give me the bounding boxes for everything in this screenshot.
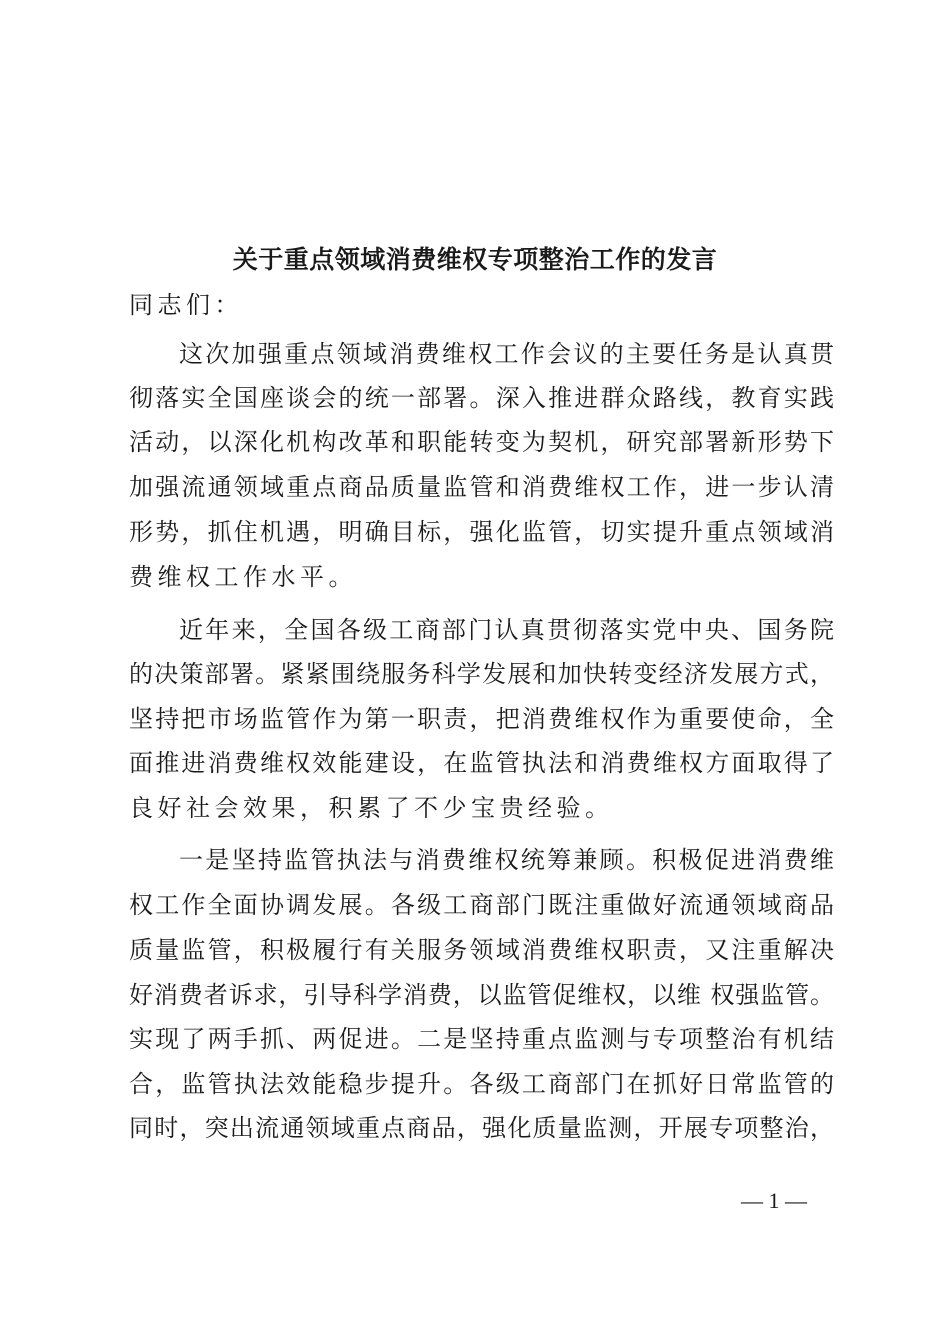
paragraph-line: 实现了两手抓、两促进。二是坚持重点监测与专项整治有机结: [129, 1025, 834, 1053]
paragraph-line: 质量监管，积极履行有关服务领域消费维权职责，又注重解决: [129, 936, 834, 964]
paragraph-line: 近年来，全国各级工商部门认真贯彻落实党中央、国务院: [179, 616, 834, 644]
paragraph-line: 同时，突出流通领域重点商品，强化质量监测，开展专项整治，: [129, 1114, 834, 1142]
paragraph-line: 面推进消费维权效能建设，在监管执法和消费维权方面取得了: [129, 749, 834, 777]
paragraph-line: 权工作全面协调发展。各级工商部门既注重做好流通领域商品: [129, 891, 834, 919]
paragraph-line: 良好社会效果，积累了不少宝贵经验。: [129, 794, 614, 822]
paragraph-line: 费维权工作水平。: [129, 563, 357, 591]
salutation: 同志们：: [129, 291, 243, 319]
paragraph-line: 的决策部署。紧紧围绕服务科学发展和加快转变经济发展方式，: [129, 660, 834, 688]
paragraph-line: 合，监管执法效能稳步提升。各级工商部门在抓好日常监管的: [129, 1070, 834, 1098]
paragraph-line: 彻落实全国座谈会的统一部署。深入推进群众路线，教育实践: [129, 384, 834, 412]
paragraph-line: 一是坚持监管执法与消费维权统筹兼顾。积极促进消费维: [179, 846, 834, 874]
paragraph-line: 这次加强重点领域消费维权工作会议的主要任务是认真贯: [179, 340, 834, 368]
paragraph-line: 活动，以深化机构改革和职能转变为契机，研究部署新形势下: [129, 428, 834, 456]
paragraph-line: 好消费者诉求，引导科学消费，以监管促维权，以维 权强监管。: [129, 981, 834, 1009]
paragraph-line: 形势，抓住机遇，明确目标，强化监管，切实提升重点领域消: [129, 518, 834, 546]
page-number: — 1 —: [741, 1188, 807, 1213]
paragraph-line: 加强流通领域重点商品质量监管和消费维权工作，进一步认清: [129, 473, 834, 501]
document-title: 关于重点领域消费维权专项整治工作的发言: [232, 245, 718, 274]
paragraph-line: 坚持把市场监管作为第一职责，把消费维权作为重要使命，全: [129, 705, 834, 733]
